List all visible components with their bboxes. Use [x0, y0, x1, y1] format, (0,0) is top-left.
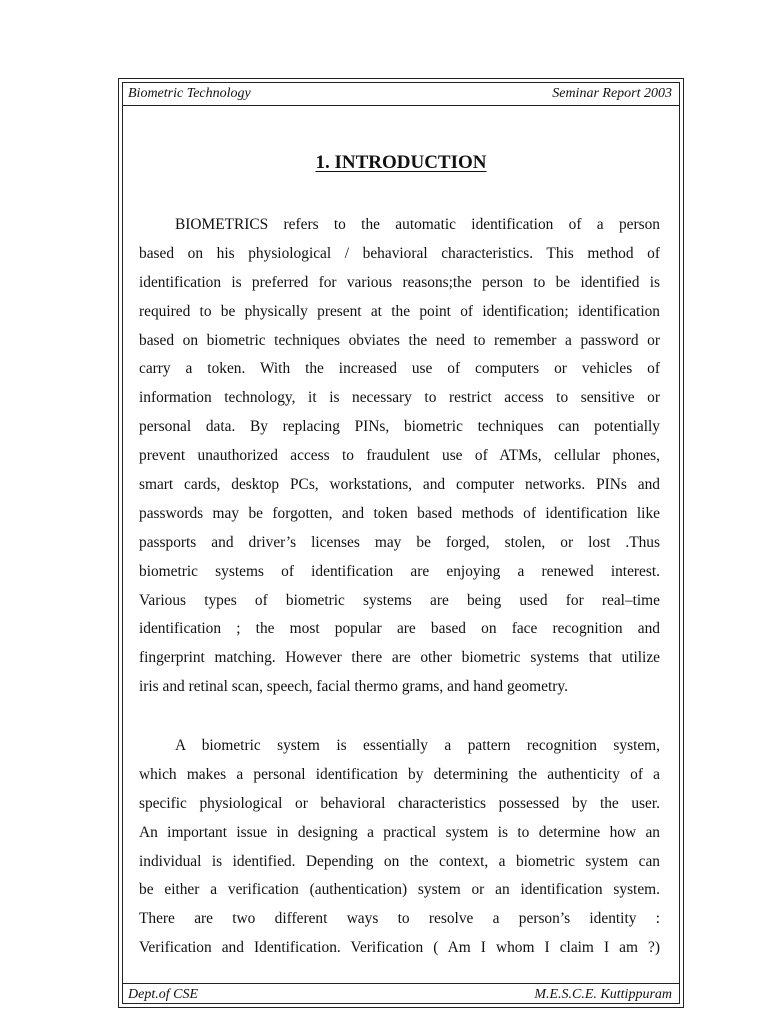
paragraph-line: personal data. By replacing PINs, biometric techniques can potentially	[139, 418, 660, 436]
paragraph-line: identification is preferred for various reasons;the person to be identified is	[139, 273, 660, 291]
paragraph-line: carry a token. With the increased use of computers or vehicles of	[139, 360, 660, 378]
paragraph-line: be either a verification (authentication) system or an identification system.	[139, 881, 660, 899]
paragraph-line: which makes a personal identification by determining the authenticity of a	[139, 765, 660, 783]
running-header-right: Seminar Report 2003	[552, 86, 672, 101]
paragraph-line: BIOMETRICS refers to the automatic identification of a person	[175, 216, 660, 233]
paragraph-line: required to be physically present at the point of identification; identification	[139, 302, 660, 320]
running-footer-left: Dept.of CSE	[128, 987, 198, 1002]
paragraph-line: prevent unauthorized access to fraudulent use of ATMs, cellular phones,	[139, 447, 660, 465]
paragraph-line: identification ; the most popular are based on face recognition and	[139, 620, 660, 638]
paragraph-line: individual is identified. Depending on the context, a biometric system can	[139, 852, 660, 870]
section-title: 1. INTRODUCTION	[315, 152, 487, 173]
paragraph-2	[139, 732, 660, 963]
footer-rule	[122, 983, 680, 984]
running-header-left: Biometric Technology	[128, 86, 251, 101]
paragraph-line: information technology, it is necessary to restrict access to sensitive or	[139, 389, 660, 407]
header-rule	[122, 105, 680, 106]
paragraph-line: An important issue in designing a practical system is to determine how an	[139, 823, 660, 841]
paragraph-line: Verification and Identification. Verification ( Am I whom I claim I am ?)	[139, 939, 660, 957]
paragraph-line: iris and retinal scan, speech, facial thermo grams, and hand geometry.	[139, 678, 568, 696]
paragraph-line: passwords may be forgotten, and token based methods of identification like	[139, 504, 660, 522]
paragraph-line: There are two different ways to resolve a person’s identity :	[139, 910, 660, 928]
paragraph-line: passports and driver’s licenses may be forged, stolen, or lost .Thus	[139, 533, 660, 551]
paragraph-line: fingerprint matching. However there are other biometric systems that utilize	[139, 649, 660, 667]
paragraph-line: based on biometric techniques obviates the need to remember a password or	[139, 331, 660, 349]
paragraph-line: based on his physiological / behavioral characteristics. This method of	[139, 244, 660, 262]
running-footer-right: M.E.S.C.E. Kuttippuram	[534, 987, 672, 1002]
paragraph-line: smart cards, desktop PCs, workstations, and computer networks. PINs and	[139, 476, 660, 494]
paragraph-line: Various types of biometric systems are being used for real–time	[139, 591, 660, 609]
paragraph-1	[139, 211, 660, 702]
paragraph-line: specific physiological or behavioral characteristics possessed by the user.	[139, 794, 660, 812]
paragraph-line: biometric systems of identification are enjoying a renewed interest.	[139, 562, 660, 580]
paragraph-line: A biometric system is essentially a pattern recognition system,	[175, 737, 660, 754]
